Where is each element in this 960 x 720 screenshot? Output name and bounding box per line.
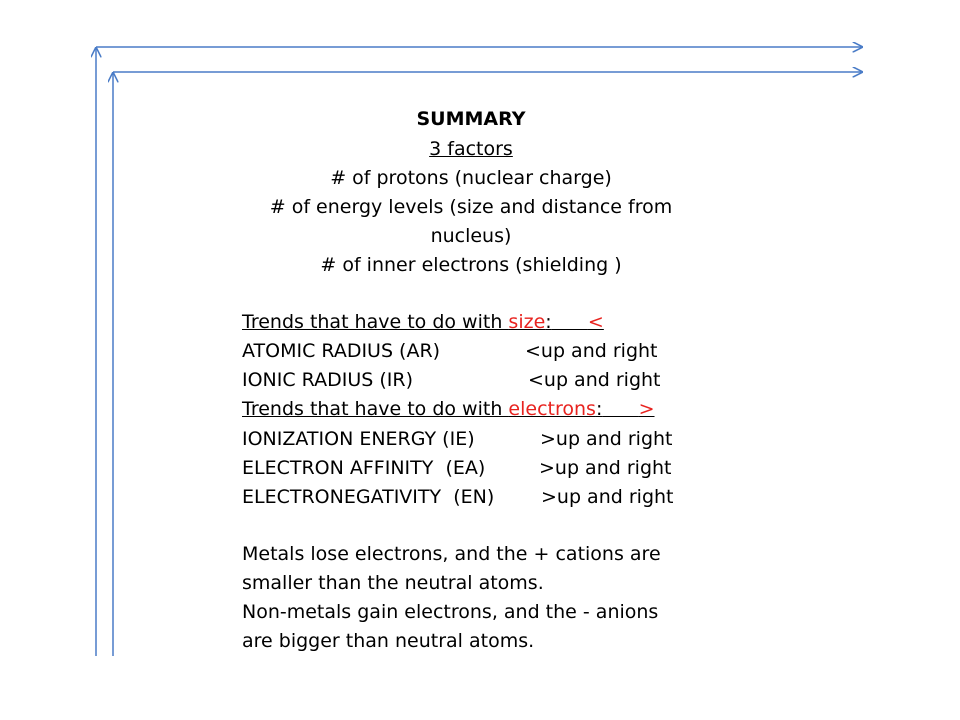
size-symbol: <	[587, 311, 604, 333]
size-keyword: size	[508, 311, 546, 333]
size-trend-row	[242, 367, 942, 393]
electron-trends-heading	[242, 396, 942, 422]
trend-value: <up and right	[528, 369, 661, 391]
trend-value: >up and right	[541, 486, 674, 508]
electron-symbol: >	[638, 398, 655, 420]
size-heading-suffix: :	[545, 311, 552, 333]
factor-item: # of protons (nuclear charge)	[330, 167, 612, 189]
note-line: smaller than the neutral atoms.	[242, 572, 544, 594]
factor-item: # of inner electrons (shielding )	[320, 254, 622, 276]
electron-trend-row	[242, 426, 942, 452]
size-heading-prefix: Trends that have to do with	[242, 311, 509, 333]
trend-name: IONIZATION ENERGY (IE)	[242, 428, 475, 450]
trend-name: IONIC RADIUS (IR)	[242, 369, 413, 391]
electron-heading-suffix: :	[595, 398, 603, 420]
note-line: Non-metals gain electrons, and the - anions	[242, 601, 659, 623]
summary-title: SUMMARY	[416, 108, 526, 130]
factors-heading: 3 factors	[429, 138, 513, 160]
factor-item: # of energy levels (size and distance from	[269, 196, 673, 218]
electron-heading-prefix: Trends that have to do with	[242, 398, 509, 420]
trend-name: ELECTRONEGATIVITY (EN)	[242, 486, 495, 508]
note-line: are bigger than neutral atoms.	[242, 630, 535, 652]
trend-value: >up and right	[539, 457, 672, 479]
electron-keyword: electrons	[508, 398, 596, 420]
note-line: Metals lose electrons, and the + cations are	[242, 543, 661, 565]
factor-item: nucleus)	[430, 225, 512, 247]
size-trends-heading	[242, 309, 942, 335]
trend-name: ELECTRON AFFINITY (EA)	[242, 457, 486, 479]
trend-value: >up and right	[540, 428, 673, 450]
electron-trend-row	[242, 455, 942, 481]
size-trend-row	[242, 338, 942, 364]
trend-name: ATOMIC RADIUS (AR)	[242, 340, 441, 362]
electron-trend-row	[242, 484, 942, 510]
trend-value: <up and right	[525, 340, 658, 362]
